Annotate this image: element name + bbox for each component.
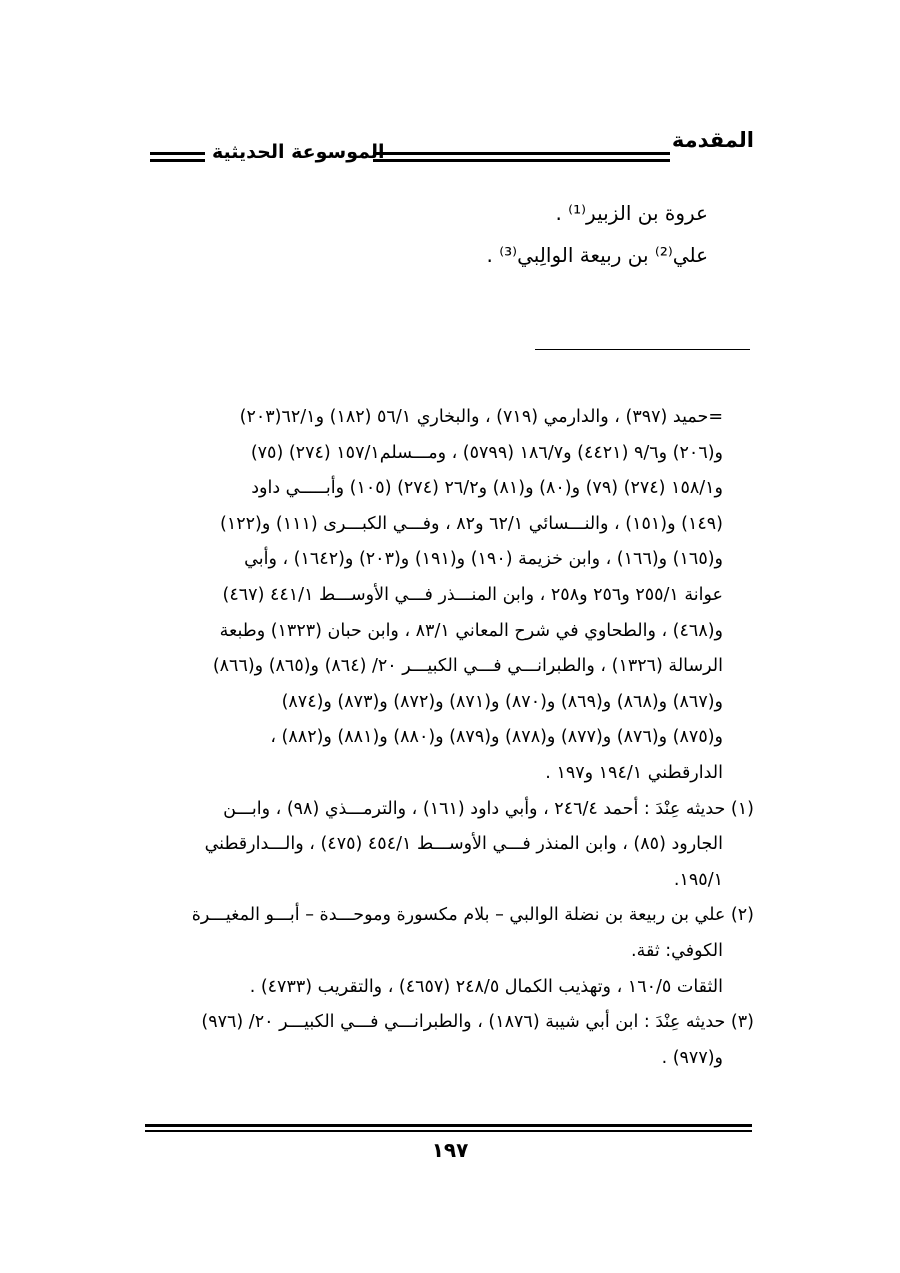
footnote-line: الدارقطني ١٩٤/١ و١٩٧ . [545, 762, 723, 783]
header-rule-short [150, 152, 205, 162]
section-title: المقدمة [671, 128, 754, 152]
header-rule [373, 152, 670, 162]
narrator-line: علي⁽²⁾ بن ربيعة الوالِبي⁽³⁾ . [486, 243, 708, 267]
footnote-1 [148, 792, 754, 899]
footnote-line: (١) حديثه عِنْدَ : أحمد ٢٤٦/٤ ، وأبي داود (١٦١) ، والترمـــذي (٩٨) ، وابـــن [223, 798, 754, 819]
footnote-line: و(١٦٥) و(١٦٦) ، وابن خزيمة (١٩٠) و(١٩١) و(٢٠٣) و(١٦٤٢) ، وأبي [244, 549, 723, 570]
footnote-line: (١٤٩) و(١٥١) ، والنـــسائي ٦٢/١ و٨٢ ، وفـــي الكبـــرى (١١١) و(١٢٢) [219, 513, 723, 534]
footnote-line: عوانة ٢٥٥/١ و٢٥٦ و٢٥٨ ، وابن المنـــذر فـــي الأوســـط ٤٤١/١ (٤٦٧) [222, 584, 723, 605]
footnote-line: (٢) علي بن ربيعة بن نضلة الوالبي – بلام مكسورة وموحـــدة – أبـــو المغيـــرة [191, 905, 754, 926]
running-header [150, 128, 754, 164]
footnote-line: و(٤٦٨) ، والطحاوي في شرح المعاني ٨٣/١ ، وابن حبان (١٣٢٣) وطبعة [219, 620, 723, 641]
footnote-3 [148, 1005, 754, 1076]
footnote-line: و١٥٨/١ (٢٧٤) (٧٩) و(٨٠) و(٨١) و٢٦/٢ (٢٧٤) (١٠٥) وأبـــــي داود [251, 478, 723, 499]
footnote-line: ١٩٥/١. [673, 869, 723, 890]
footnote-line: و(٨٦٧) و(٨٦٨) و(٨٦٩) و(٨٧٠) و(٨٧١) و(٨٧٢) و(٨٧٣) و(٨٧٤) [281, 691, 723, 712]
footnote-separator [535, 349, 750, 350]
page-number: ١٩٧ [431, 1138, 469, 1162]
narrator-line: عروة بن الزبير⁽¹⁾ . [555, 201, 708, 225]
footer-rule [145, 1124, 752, 1132]
footnote-line: (٣) حديثه عِنْدَ : ابن أبي شيبة (١٨٧٦) ، والطبرانـــي فـــي الكبيـــر ٢٠/ (٩٧٦) [201, 1012, 754, 1033]
book-title: الموسوعة الحديثية [212, 141, 385, 163]
footnote-line: الجارود (٨٥) ، وابن المنذر فـــي الأوســـط ٤٥٤/١ (٤٧٥) ، والـــدارقطني [204, 834, 723, 855]
footnote-line: و(٩٧٧) . [661, 1047, 723, 1068]
footnote-continuation [148, 400, 754, 792]
footnote-2 [148, 898, 754, 1005]
footnotes [148, 400, 754, 1076]
footnote-line: الثقات ١٦٠/٥ ، وتهذيب الكمال ٢٤٨/٥ (٤٦٥٧) ، والتقريب (٤٧٣٣) . [249, 976, 723, 997]
footnote-line: الكوفي: ثقة. [631, 940, 723, 961]
footnote-line: و(٢٠٦) و٩/٦ (٤٤٢١) و١٨٦/٧ (٥٧٩٩) ، ومـــسلم١٥٧/١ (٢٧٤) (٧٥) [250, 442, 723, 463]
narrator-list [208, 192, 708, 276]
footnote-line: الرسالة (١٣٢٦) ، والطبرانـــي فـــي الكبيـــر ٢٠/ (٨٦٤) و(٨٦٥) و(٨٦٦) [212, 656, 723, 677]
footnote-line: =حميد (٣٩٧) ، والدارمي (٧١٩) ، والبخاري ٥٦/١ (١٨٢) و٦٢/١(٢٠٣) [239, 407, 723, 427]
footnote-line: و(٨٧٥) و(٨٧٦) و(٨٧٧) و(٨٧٨) و(٨٧٩) و(٨٨٠) و(٨٨١) و(٨٨٢) ، [270, 727, 723, 748]
